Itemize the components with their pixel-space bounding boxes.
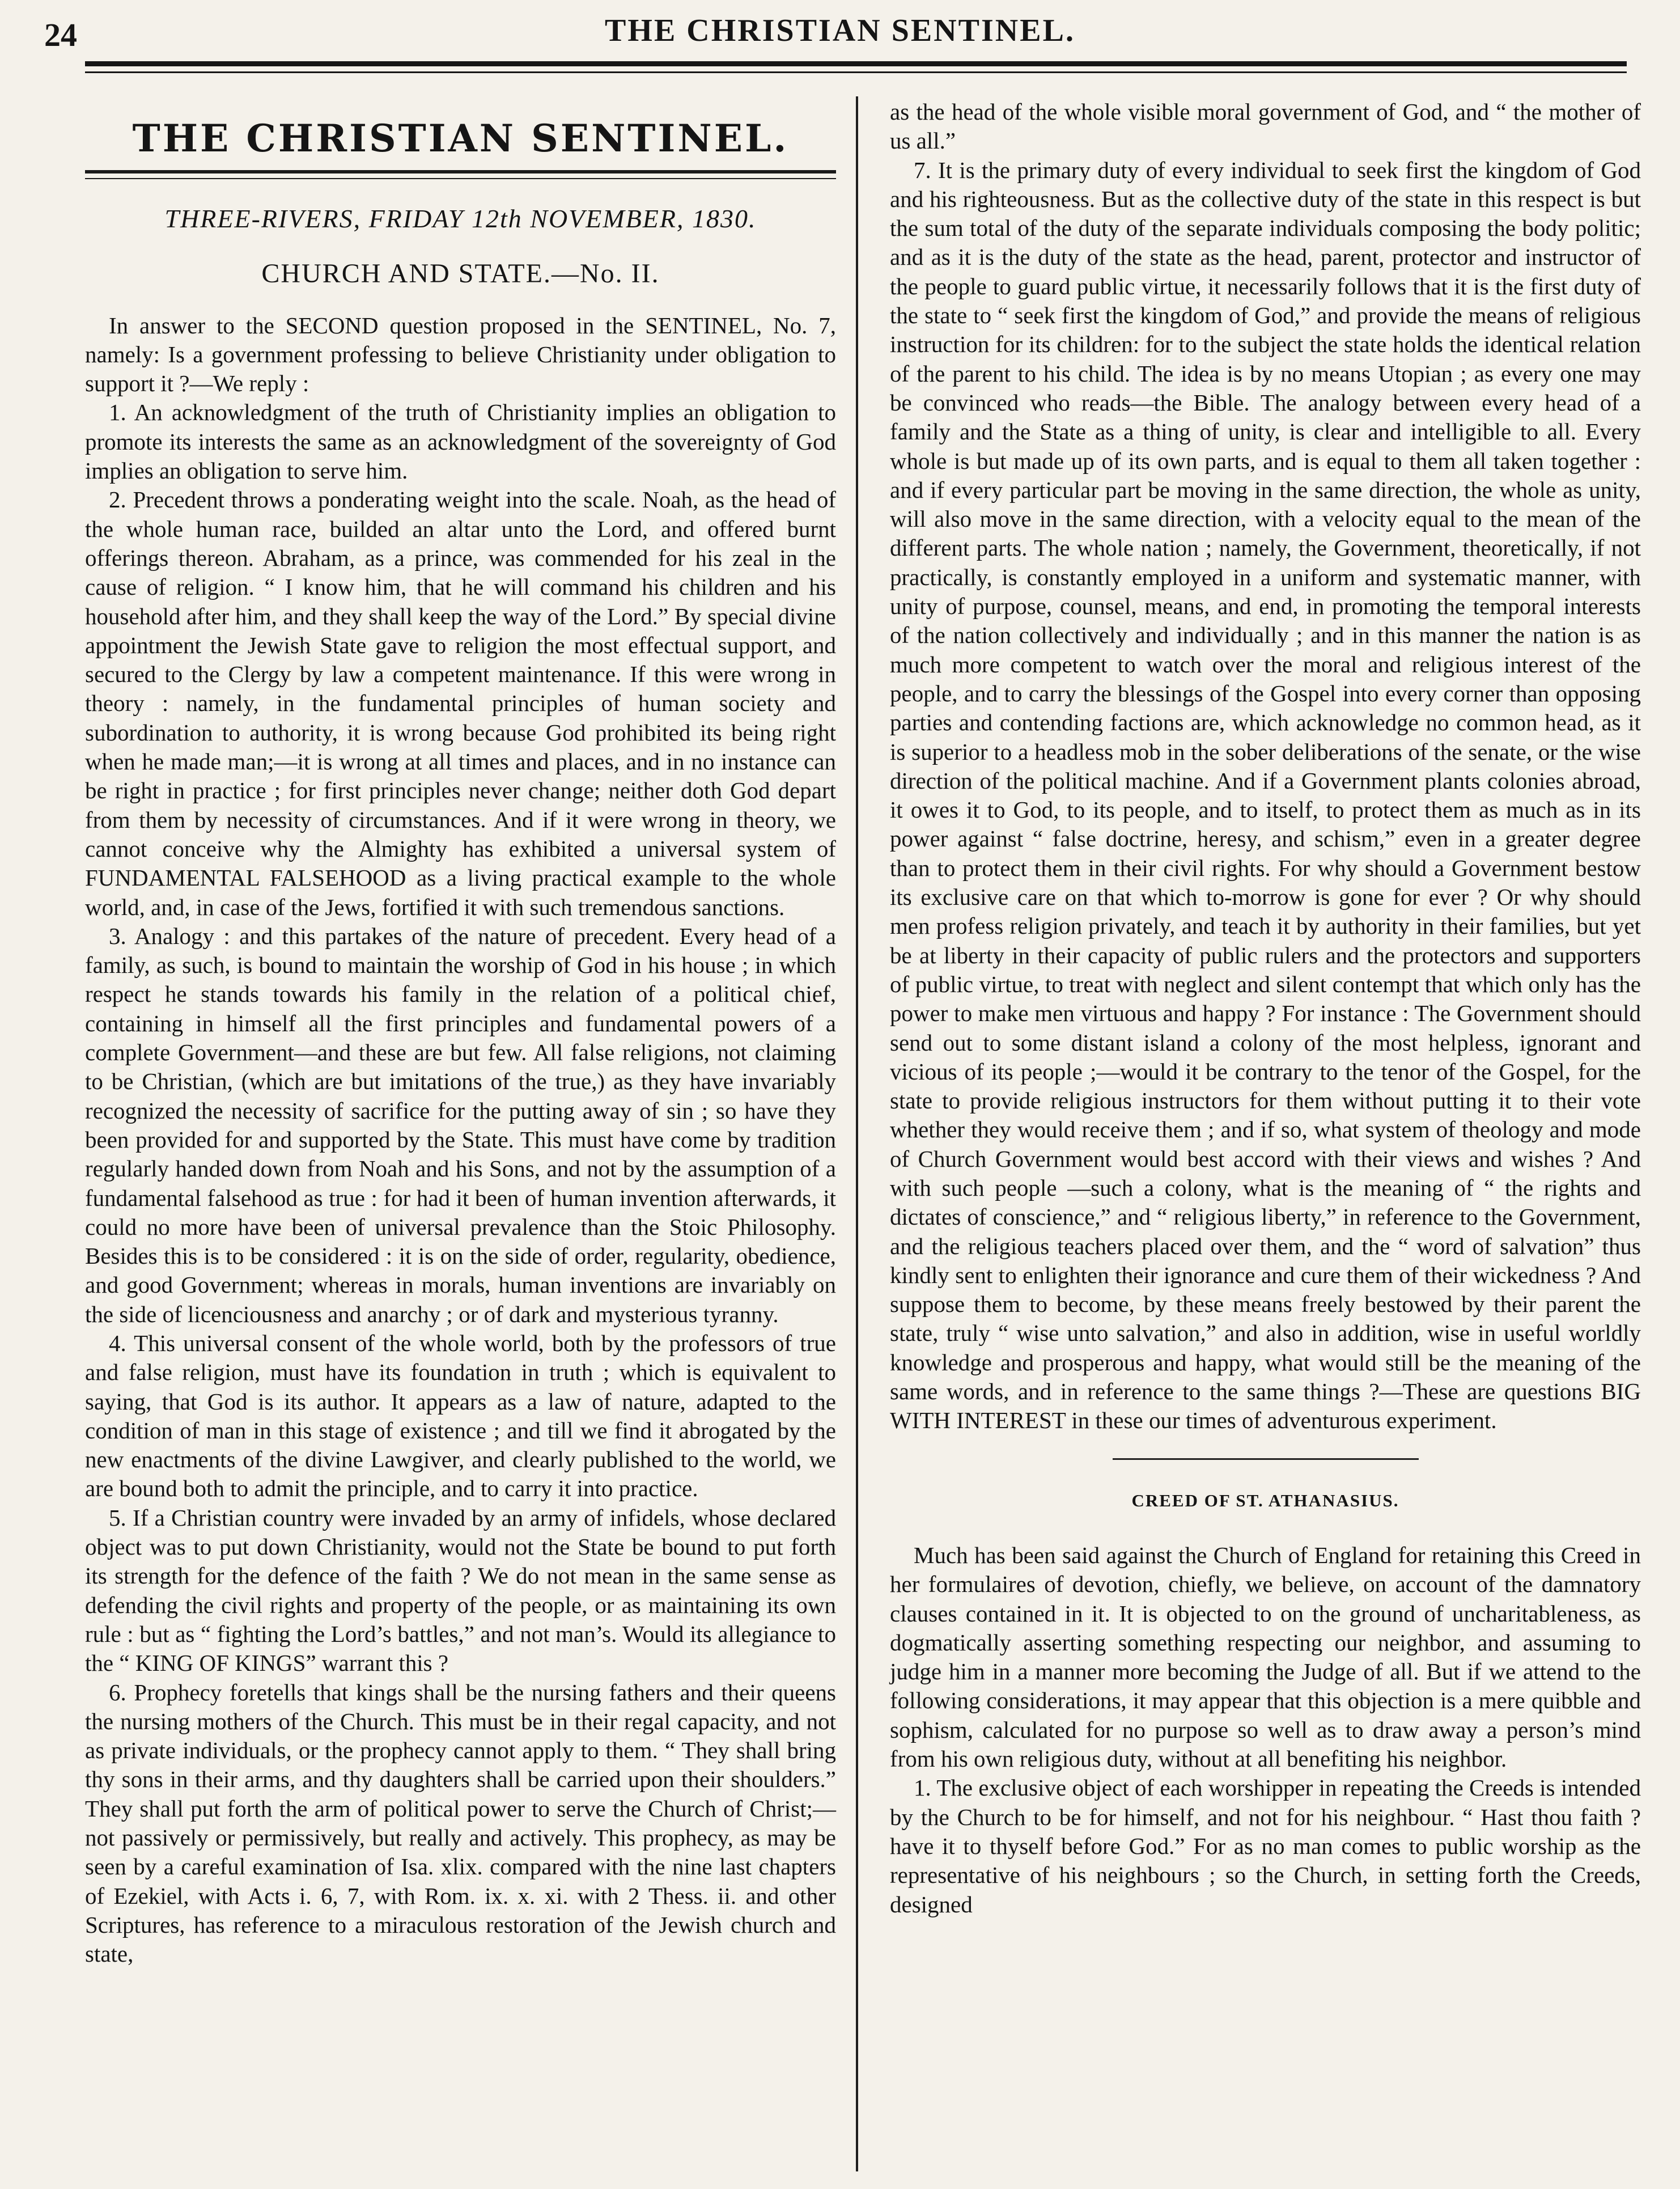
- masthead-title: THE CHRISTIAN SENTINEL.: [132, 116, 789, 160]
- header-rule-thick: [85, 61, 1627, 66]
- running-header: THE CHRISTIAN SENTINEL.: [605, 13, 1075, 48]
- article-title: CHURCH AND STATE.—No. II.: [261, 259, 660, 289]
- paragraph: 5. If a Christian country were invaded by an army of infidels, whose declared object was to put down Christianity, would not the State be bound to put forth its strength for the defence of the faith ? We do not mean in the same sense as defending the civil rights and property of the people, or as maintaining its own rule : but as “ fighting the Lord’s battles,” and not man’s. Would its allegiance to the “ KING OF KINGS” warrant this ?: [85, 1504, 836, 1676]
- paragraph: Much has been said against the Church of England for retaining this Creed in her formulaires of devotion, chiefly, we believe, on account of the damnatory clauses contained in it. It is objected to on the ground of uncharitableness, as dogmatically asserting something respecting our neighbor, and assuming to judge him in a manner more becoming the Judge of all. But if we attend to the following considerations, it may appear that this objection is a mere quibble and sophism, calculated for no purpose so well as to draw away a person’s mind from his own religious duty, without at all benefiting his neighbor.: [890, 1542, 1641, 1772]
- paragraph: 3. Analogy : and this partakes of the nature of precedent. Every head of a family, as such, is bound to maintain the worship of God in his house ; in which respect he stands towards his family in the relation of a political chief, containing in himself all the first principles and fundamental powers of a complete Government—and these are but few. All false religions, not claiming to be Christian, (which are but imitations of the true,) as they have invariably recognized the necessity of sacrifice for the putting away of sin ; so have they been provided for and supported by the State. This must have come by tradition regularly handed down from Noah and his Sons, and not by the assumption of a fundamental falsehood as true : for had it been of human invention afterwards, it could no more have been of universal prevalence than the Stoic Philosophy. Besides this is to be considered : it is on the side of order, regularity, obedience, and good Government; whereas in morals, human inventions are invariably on the side of licenciousness and anarchy ; or of dark and mysterious tyranny.: [85, 922, 836, 1327]
- left-column: [85, 102, 836, 1969]
- header-rule-thin: [85, 71, 1627, 73]
- paragraph: 1. The exclusive object of each worshipper in repeating the Creeds is intended by the Church to be for himself, and not for his neighbour. “ Hast thou faith ? have it to thyself before God.” For as no man comes to public worship as the representative of his neighbours ; so the Church, in setting forth the Creeds, designed: [890, 1775, 1641, 1917]
- paragraph: In answer to the SECOND question proposed in the SENTINEL, No. 7, namely: Is a government professing to believe Christianity under obligation to support it ?—We reply :: [85, 312, 836, 397]
- paragraph: 7. It is the primary duty of every individual to seek first the kingdom of God and his righteousness. But as the collective duty of the state in this respect is but the sum total of the duty of the separate individuals composing the body politic; and as it is the duty of the state as the head, parent, protector and instructor of the people to guard public virtue, it necessarily follows that it is the first duty of the state to “ seek first the kingdom of God,” and provide the means of religious instruction for its children: for to the subject the state holds the identical relation of the parent to his child. The idea is by no means Utopian ; as every one may be convinced who reads—the Bible. The analogy between every head of a family and the State as a thing of unity, is clear and intelligible to all. Every whole is but made up of its own parts, and is equal to them all taken together : and if every particular part be moving in the same direction, the whole as unity, will also move in the same direction, with a velocity equal to the mean of the different parts. The whole nation ; namely, the Government, theoretically, if not practically, is constantly employed in a uniform and systematic manner, with unity of purpose, counsel, means, and end, in promoting the temporal interests of the nation collectively and individually ; and in this manner the nation is as much more competent to watch over the moral and religious interest of the people, and to carry the blessings of the Gospel into every corner than opposing parties and contending factions are, which acknowledge no common head, as it is superior to a headless mob in the sober deliberations of the senate, or the wise direction of the political machine. And if a Government plants colonies abroad, it owes it to God, to its people, and to itself, to protect them as much as in its power against “ false doctrine, heresy, and schism,” even in a greater degree than to protect them in their civil rights. For why should a Government bestow its exclusive care on that which to-morrow is gone for ever ? Or why should men profess religion privately, and teach it by authority in their families, but yet be at liberty in their capacity of public rulers and the protectors and supporters of public virtue, to treat with neglect and silent contempt that which only has the power to make men virtuous and happy ? For instance : The Government should send out to some distant island a colony of the most helpless, ignorant and vicious of its people ;—would it be contrary to the tenor of the Gospel, for the state to provide religious instructors for them without putting it to their vote whether they would receive them ; and if so, what system of theology and mode of Church Government would best accord with their views and wishes ? And with such people —such a colony, what is the meaning of “ the rights and dictates of conscience,” and “ religious liberty,” in reference to the Government, and the religious teachers placed over them, and the “ word of salvation” thus kindly sent to enlighten their ignorance and cure them of their wickedness ? And suppose them to become, by these means freely bestowed by their parent the state, truly “ wise unto salvation,” and also in addition, wise in useful worldly knowledge and prosperous and happy, what would still be the meaning of the same words, and in reference to the same things ?—These are questions BIG WITH INTEREST in these our times of adventurous experiment.: [890, 156, 1641, 1434]
- section-divider: [1113, 1458, 1419, 1460]
- page-number: 24: [44, 16, 77, 53]
- column-divider: [856, 96, 858, 2171]
- paragraph: 1. An acknowledgment of the truth of Christianity implies an obligation to promote its interests the same as an acknowledgment of the sovereignty of God implies an obligation to serve him.: [85, 399, 836, 484]
- article-title-creed: CREED OF ST. ATHANASIUS.: [1131, 1490, 1399, 1510]
- paragraph: 2. Precedent throws a ponderating weight into the scale. Noah, as the head of the whole human race, builded an altar unto the Lord, and offered burnt offerings thereon. Abraham, as a prince, was commended for his zeal in the cause of religion. “ I know him, that he will command his children and his household after him, and they shall keep the way of the Lord.” By special divine appointment the Jewish State gave to religion the most effectual support, and secured to the Clergy by law a competent maintenance. If this were wrong in theory : namely, in the fundamental principles of human society and subordination to authority, it is wrong because God prohibited its being right when he made man;—it is wrong at all times and places, and in no instance can be right in practice ; for first principles never change; neither doth God depart from them by necessity of circumstances. And if it were wrong in theory, we cannot conceive why the Almighty has exhibited a universal system of FUNDAMENTAL FALSEHOOD as a living practical example to the whole world, and, in case of the Jews, fortified it with such tremendous sanctions.: [85, 486, 836, 920]
- masthead-rule-thin: [85, 178, 836, 179]
- dateline: THREE-RIVERS, FRIDAY 12th NOVEMBER, 1830.: [164, 204, 757, 233]
- masthead-rule-thick: [85, 170, 836, 173]
- paragraph: 6. Prophecy foretells that kings shall be the nursing fathers and their queens the nursing mothers of the Church. This must be in their regal capacity, and not as private individuals, or the prophecy cannot apply to them. “ They shall bring thy sons in their arms, and thy daughters shall be carried upon their shoulders.” They shall put forth the arm of political power to serve the Church of Christ;—not passively or permissively, but really and actively. This prophecy, as may be seen by a careful examination of Isa. xlix. compared with the nine last chapters of Ezekiel, with Acts i. 6, 7, with Rom. ix. x. xi. with 2 Thess. ii. and other Scriptures, has reference to a miraculous restoration of the Jewish church and state,: [85, 1679, 836, 1967]
- paragraph: as the head of the whole visible moral government of God, and “ the mother of us all.”: [890, 99, 1641, 154]
- right-column: [890, 98, 1641, 1919]
- paragraph: 4. This universal consent of the whole world, both by the professors of true and false religion, must have its foundation in truth ; which is equivalent to saying, that God is its author. It appears as a law of nature, adapted to the condition of man in this stage of existence ; and till we find it abrogated by the new enactments of the divine Lawgiver, and clearly published to the world, we are bound both to admit the principle, and to carry it into practice.: [85, 1330, 836, 1502]
